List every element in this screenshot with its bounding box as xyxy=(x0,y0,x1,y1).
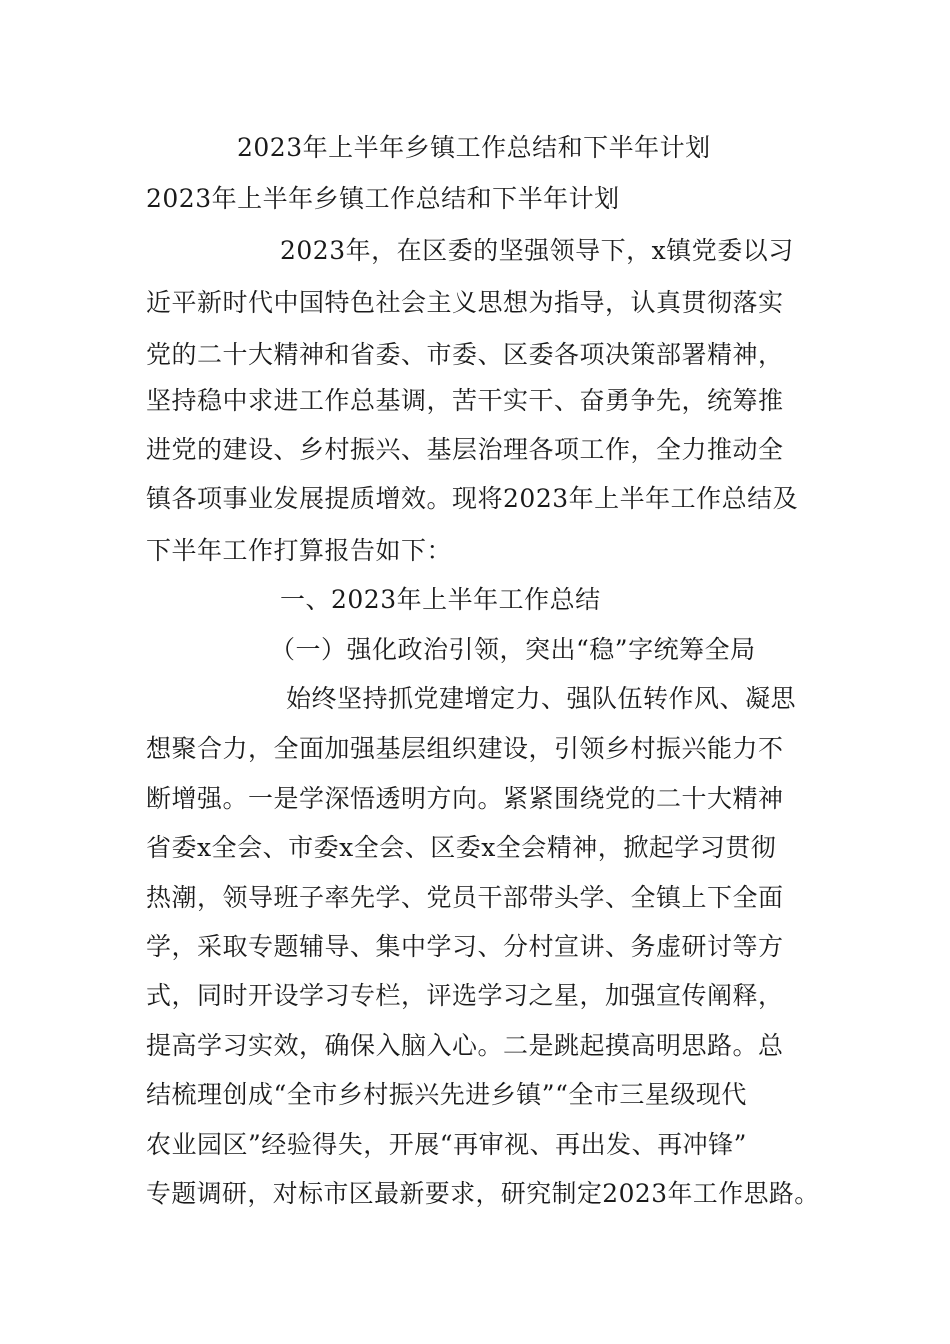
intro-line: 近平新时代中国特色社会主义思想为指导，认真贯彻落实 xyxy=(146,288,784,317)
document-title: 2023年上半年乡镇工作总结和下半年计划 xyxy=(237,133,711,162)
body-line: 学，采取专题辅导、集中学习、分村宣讲、务虚研讨等方 xyxy=(146,932,784,961)
body-line: 省委x全会、市委x全会、区委x全会精神，掀起学习贯彻 xyxy=(146,833,777,862)
body-line: 提高学习实效，确保入脑入心。二是跳起摸高明思路。总 xyxy=(146,1031,784,1060)
body-line: 结梳理创成“全市乡村振兴先进乡镇”“全市三星级现代 xyxy=(146,1080,747,1109)
intro-line: 进党的建设、乡村振兴、基层治理各项工作，全力推动全 xyxy=(146,435,784,464)
section-heading: 一、2023年上半年工作总结 xyxy=(280,585,601,614)
intro-line: 坚持稳中求进工作总基调，苦干实干、奋勇争先，统筹推 xyxy=(146,386,784,415)
body-line: 断增强。一是学深悟透明方向。紧紧围绕党的二十大精神 xyxy=(146,784,784,813)
intro-line: 镇各项事业发展提质增效。现将2023年上半年工作总结及 xyxy=(146,484,799,513)
body-line: 式，同时开设学习专栏，评选学习之星，加强宣传阐释， xyxy=(146,981,784,1010)
body-line: 专题调研，对标市区最新要求，研究制定2023年工作思路。 xyxy=(146,1179,820,1208)
document-subtitle: 2023年上半年乡镇工作总结和下半年计划 xyxy=(146,184,620,213)
intro-line: 2023年，在区委的坚强领导下，x镇党委以习 xyxy=(280,236,794,265)
intro-line: 党的二十大精神和省委、市委、区委各项决策部署精神， xyxy=(146,340,784,369)
body-line: 想聚合力，全面加强基层组织建设，引领乡村振兴能力不 xyxy=(146,734,784,763)
body-line: 始终坚持抓党建增定力、强队伍转作风、凝思 xyxy=(286,684,797,713)
body-line: 农业园区”经验得失，开展“再审视、再出发、再冲锋” xyxy=(146,1130,747,1159)
body-line: 热潮，领导班子率先学、党员干部带头学、全镇上下全面 xyxy=(146,883,784,912)
subsection-heading: （一）强化政治引领，突出“稳”字统筹全局 xyxy=(270,635,756,664)
intro-line: 下半年工作打算报告如下： xyxy=(146,536,453,565)
